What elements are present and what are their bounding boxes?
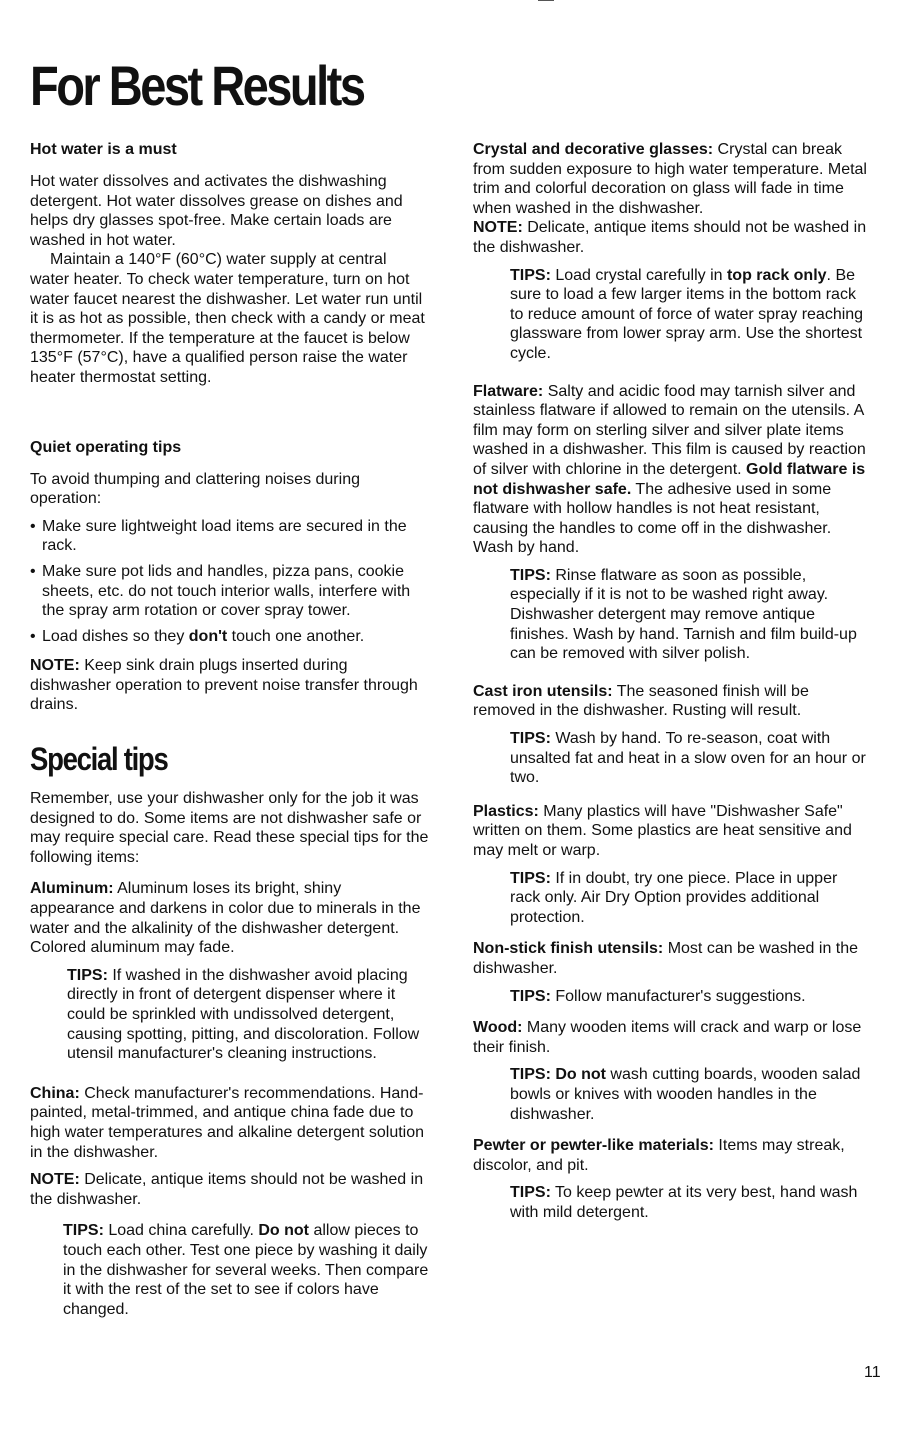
item-label: Non-stick finish utensils: (473, 940, 664, 958)
tips-text: Load china carefully. (103, 1222, 259, 1240)
section-pewter (473, 1136, 868, 1222)
list-item (30, 627, 430, 647)
section-china (30, 1084, 430, 1320)
tips-text: To keep pewter at its very best, hand wash with mild detergent. (510, 1184, 858, 1221)
quiet-note (30, 656, 430, 715)
list-item (30, 562, 430, 621)
note-label: NOTE: (473, 219, 523, 237)
item-label: Crystal and decorative glasses: (473, 141, 714, 158)
china-tips (63, 1221, 430, 1319)
nonstick-tips (510, 987, 868, 1007)
item-text: Salty and acidic food may tarnish silver and stainless flatware if allowed to remain on the utensils. A film may form on sterling silver and silver plate items washed in a dishwasher. This film is caused by reaction of silver with chlorine in the detergent. (473, 382, 866, 478)
tips-label: TIPS: (510, 1184, 551, 1202)
tips-text: allow pieces to touch each other. Test one piece by washing it daily in the dishwasher for several weeks. Then compare it with the rest of the set to see if colors have changed. (63, 1222, 429, 1318)
page-title: For Best Results (30, 54, 364, 117)
tips-text: wash cutting boards, wooden salad bowls or knives with wooden handles in the dishwasher. (510, 1066, 861, 1123)
item-label: Flatware: (473, 382, 544, 400)
plastics-text (473, 802, 868, 861)
item-label: Plastics: (473, 802, 539, 820)
aluminum-tips (67, 966, 430, 1064)
tips-label: TIPS: (510, 869, 551, 887)
pewter-tips (510, 1183, 868, 1222)
item-text: Aluminum loses its bright, shiny appearance and darkens in color due to minerals in the water and the alkalinity of the dishwasher detergent. Colored aluminum may fade. (30, 880, 421, 957)
pewter-text (473, 1136, 868, 1175)
section-crystal (473, 140, 868, 364)
left-column (30, 140, 430, 1319)
china-text (30, 1084, 430, 1162)
quiet-bullet-list (30, 517, 430, 647)
item-label: Cast iron utensils: (473, 682, 613, 700)
tips-bold: top rack only (726, 266, 827, 284)
flatware-tips (510, 566, 868, 664)
item-text: Many wooden items will crack and warp or lose their finish. (473, 1019, 862, 1056)
note-label: NOTE: (30, 1171, 80, 1189)
bullet-text: touch one another. (227, 627, 365, 645)
tips-bold: Do not (258, 1222, 310, 1240)
tips-bold: Do not (550, 1066, 606, 1084)
plastics-tips (510, 869, 868, 928)
note-text: Delicate, antique items should not be washed in the dishwasher. (30, 1171, 424, 1208)
wood-text (473, 1018, 868, 1057)
cast-iron-text (473, 682, 868, 721)
tips-text: . Be sure to load a few larger items in the bottom rack to reduce amount of force of water spray reaching glassware from lower spray arm. Use the shortest cycle. (510, 266, 864, 362)
quiet-heading: Quiet operating tips (30, 438, 182, 456)
tips-text: If washed in the dishwasher avoid placing directly in front of detergent dispenser where it could be sprinkled with undissolved detergent, causing spotting, pitting, and discoloration. Follow utensil manufacturer's cleaning instructions. (67, 966, 420, 1063)
page-number: 11 (864, 1364, 881, 1381)
item-bold: Gold flatware is not dishwasher safe. (473, 460, 866, 498)
bullet-text: Make sure pot lids and handles, pizza pans, cookie sheets, etc. do not touch interior walls, interfere with the spray arm rotation or cover spray tower. (42, 562, 411, 620)
tips-label: TIPS: (510, 566, 551, 584)
section-quiet-tips (30, 438, 430, 716)
tips-label: TIPS: (510, 1066, 551, 1084)
section-aluminum (30, 879, 430, 1063)
flatware-text (473, 382, 868, 558)
aluminum-text (30, 879, 430, 957)
tips-text: Wash by hand. To re-season, coat with unsalted fat and heat in a slow oven for an hour or two. (510, 730, 866, 787)
special-intro: Remember, use your dishwasher only for the job it was designed to do. Some items are not dishwasher safe or may require special care. Read these special tips for the following items: (30, 790, 429, 866)
tips-label: TIPS: (510, 987, 551, 1005)
tips-label: TIPS: (63, 1222, 104, 1240)
hot-water-heading: Hot water is a must (30, 141, 177, 158)
bullet-text: Make sure lightweight load items are secured in the rack. (42, 517, 407, 555)
tips-label: TIPS: (510, 730, 551, 748)
item-text: The seasoned finish will be removed in the dishwasher. Rusting will result. (473, 682, 809, 720)
section-wood (473, 1018, 868, 1124)
wood-tips (510, 1065, 868, 1124)
item-text: The adhesive used in some flatware with hollow handles is not heat resistant, causing the handles to come off in the dishwasher. Wash by hand. (473, 480, 832, 557)
item-text: Items may streak, discolor, and pit. (473, 1137, 845, 1174)
tips-label: TIPS: (510, 266, 551, 284)
china-note (30, 1170, 430, 1209)
item-label: Aluminum: (30, 880, 114, 898)
cast-iron-tips (510, 729, 868, 788)
note-text: Keep sink drain plugs inserted during dishwasher operation to prevent noise transfer through drains. (30, 657, 418, 714)
item-label: China: (30, 1084, 80, 1102)
item-text: Many plastics will have "Dishwasher Safe" written on them. Some plastics are heat sensitive and may melt or warp. (473, 802, 852, 859)
crystal-text (473, 140, 868, 258)
section-nonstick (473, 939, 868, 1006)
nonstick-text (473, 939, 868, 978)
section-plastics (473, 802, 868, 928)
item-label: Wood: (473, 1019, 523, 1037)
bullet-text: Load dishes so they (42, 627, 189, 645)
crystal-tips (510, 266, 868, 364)
special-tips-heading: Special tips (30, 741, 168, 778)
hot-water-paragraph-1: Hot water dissolves and activates the dishwashing detergent. Hot water dissolves grease on dishes and helps dry glasses spot-free. Make certain loads are washed in hot water. (30, 173, 403, 249)
item-text: Crystal can break from sudden exposure to high water temperature. Metal trim and colorful decoration on glass will fade in time when washed in the dishwasher. (473, 141, 867, 217)
note-label: NOTE: (30, 657, 80, 675)
section-hot-water (30, 140, 430, 388)
tips-text: Follow manufacturer's suggestions. (550, 987, 806, 1005)
note-text: Delicate, antique items should not be washed in the dishwasher. (473, 219, 867, 256)
tips-text: Load crystal carefully in (550, 266, 727, 284)
right-column (473, 140, 868, 1223)
tips-text: Rinse flatware as soon as possible, especially if it is not to be washed right away. Dishwasher detergent may remove antique finishes. Wash by hand. Tarnish and film build-up can be removed with silver polish. (510, 566, 857, 663)
tips-label: TIPS: (67, 966, 108, 984)
spacer (30, 388, 430, 438)
page-edge-mark (538, 0, 554, 1)
section-cast-iron (473, 682, 868, 788)
item-label: Pewter or pewter-like materials: (473, 1137, 714, 1155)
hot-water-paragraph-2: Maintain a 140°F (60°C) water supply at central water heater. To check water temperature, turn on hot water faucet nearest the dishwasher. Let water run until it is as hot as possible, then check with a candy or meat thermometer. If the temperature at the faucet is below 135°F (57°C), have a qualified person raise the water heater thermostat setting. (30, 251, 425, 386)
section-flatware (473, 382, 868, 664)
quiet-intro: To avoid thumping and clattering noises during operation: (30, 470, 360, 508)
bullet-bold: don't (188, 627, 228, 645)
tips-text: If in doubt, try one piece. Place in upper rack only. Air Dry Option provides additional protection. (510, 869, 838, 926)
list-item (30, 517, 430, 556)
item-text: Check manufacturer's recommendations. Hand-painted, metal-trimmed, and antique china fade due to high water temperatures and alkaline detergent solution in the dishwasher. (30, 1084, 425, 1161)
item-text: Most can be washed in the dishwasher. (473, 940, 859, 977)
